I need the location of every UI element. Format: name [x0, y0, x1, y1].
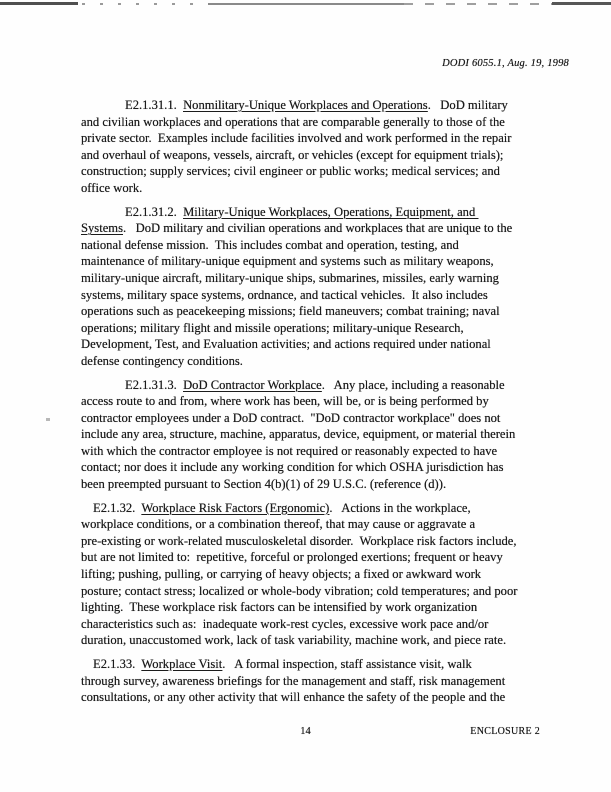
paragraph-line: with which the contractor employee is not required or reasonably expected to have [81, 443, 498, 458]
paragraph-line: consultations, or any other activity that will enhance the safety of the people and the [81, 690, 506, 705]
paragraph-line: Systems. DoD military and civilian operations and workplaces that are unique to the [81, 221, 513, 236]
document-header [442, 57, 569, 70]
paragraph-line: military-unique aircraft, military-unique ships, submarines, missiles, early warning [81, 270, 499, 285]
paragraph-line: duration, unaccustomed work, lack of task variability, machine work, and piece rate. [81, 633, 507, 648]
underlined-term: Workplace Risk Factors (Ergonomic) [141, 500, 330, 515]
underlined-term: Military-Unique Workplaces, Operations, Equipment, and [183, 204, 479, 219]
scan-artifact-top-left [0, 2, 78, 5]
paragraph-line: construction; supply services; civil engineer or public works; medical services; and [81, 164, 500, 179]
paragraph-line: E2.1.33. Workplace Visit. A formal inspection, staff assistance visit, walk [93, 657, 472, 671]
underlined-term: Systems [81, 221, 123, 236]
paragraph-line: lifting; pushing, pulling, or carrying of heavy objects; a fixed or awkward work [81, 567, 482, 582]
paragraph-line: E2.1.31.3. DoD Contractor Workplace. Any place, including a reasonable [125, 377, 505, 392]
paragraph-line: workplace conditions, or a combination thereof, that may cause or aggravate a [81, 517, 476, 532]
underlined-term: Workplace Visit [141, 657, 223, 671]
paragraph-line: access route to and from, where work has been, will be, or is being performed by [81, 394, 489, 409]
paragraph-line: Development, Test, and Evaluation activities; and actions required under national [81, 337, 491, 352]
paragraph-line: private sector. Examples include facilities involved and work performed in the repair [81, 131, 512, 146]
underlined-term: Nonmilitary-Unique Workplaces and Operations [183, 98, 428, 112]
paragraph-line: include any area, structure, machine, apparatus, device, equipment, or material therein [81, 427, 516, 442]
document-body [81, 97, 571, 706]
paragraph-line: national defense mission. This includes combat and operation, testing, and [81, 237, 459, 252]
paragraph [81, 500, 571, 649]
paragraph [81, 656, 571, 706]
paragraph-line: characteristics such as: inadequate work-rest cycles, excessive work pace and/or [81, 616, 489, 631]
scan-artifact-top-dashes-left [82, 3, 208, 5]
paragraph-line: contact; nor does it include any working condition for which OSHA jurisdiction has [81, 460, 504, 475]
paragraph-line: posture; contact stress; localized or whole-body vibration; cold temperatures; and poor [81, 583, 518, 598]
paragraph-line: maintenance of military-unique equipment and systems such as military weapons, [81, 254, 494, 269]
paragraph-line: defense contingency conditions. [81, 353, 243, 368]
paragraph [81, 377, 571, 493]
paragraph-line: E2.1.31.1. Nonmilitary-Unique Workplaces and Operations. DoD military [125, 98, 508, 112]
scan-artifact-speck [46, 418, 50, 421]
scan-artifact-top-right [552, 2, 611, 5]
paragraph-line: pre-existing or work-related musculoskeletal disorder. Workplace risk factors include, [81, 533, 517, 548]
paragraph-line: but are not limited to: repetitive, forceful or prolonged exertions; frequent or heavy [81, 550, 503, 565]
paragraph [81, 204, 571, 370]
footer-page-number: 14 [300, 726, 311, 737]
paragraph-line: been preempted pursuant to Section 4(b)(1) of 29 U.S.C. (reference (d)). [81, 477, 447, 492]
paragraph-line: contractor employees under a DoD contract. "DoD contractor workplace" does not [81, 410, 501, 425]
paragraph-line: operations such as peacekeeping missions; field maneuvers; combat training; naval [81, 304, 500, 319]
underlined-term: DoD Contractor Workplace [183, 377, 322, 392]
paragraph-line: and civilian workplaces and operations that are comparable generally to those of the [81, 114, 505, 129]
doc-id: DODI 6055.1, Aug. 19, 1998 [442, 58, 569, 69]
paragraph-line: and overhaul of weapons, vessels, aircraft, or vehicles (except for equipment trials); [81, 147, 504, 162]
paragraph-line: lighting. These workplace risk factors can be intensified by work organization [81, 600, 478, 615]
paragraph-line: operations; military flight and missile operations; military-unique Research, [81, 320, 464, 335]
paragraph-line: through survey, awareness briefings for the management and staff, risk management [81, 673, 506, 688]
footer-enclosure-label: ENCLOSURE 2 [470, 726, 540, 737]
scan-artifact-top-dashes-right [404, 3, 552, 5]
paragraph-line: E2.1.32. Workplace Risk Factors (Ergonomic). Actions in the workplace, [93, 500, 471, 515]
scan-artifact-top-middle [208, 3, 404, 5]
paragraph [81, 97, 571, 197]
paragraph-line: systems, military space systems, ordnance, and tactical vehicles. It also includes [81, 287, 488, 302]
paragraph-line: E2.1.31.2. Military-Unique Workplaces, Operations, Equipment, and [125, 204, 479, 219]
paragraph-line: office work. [81, 180, 143, 195]
